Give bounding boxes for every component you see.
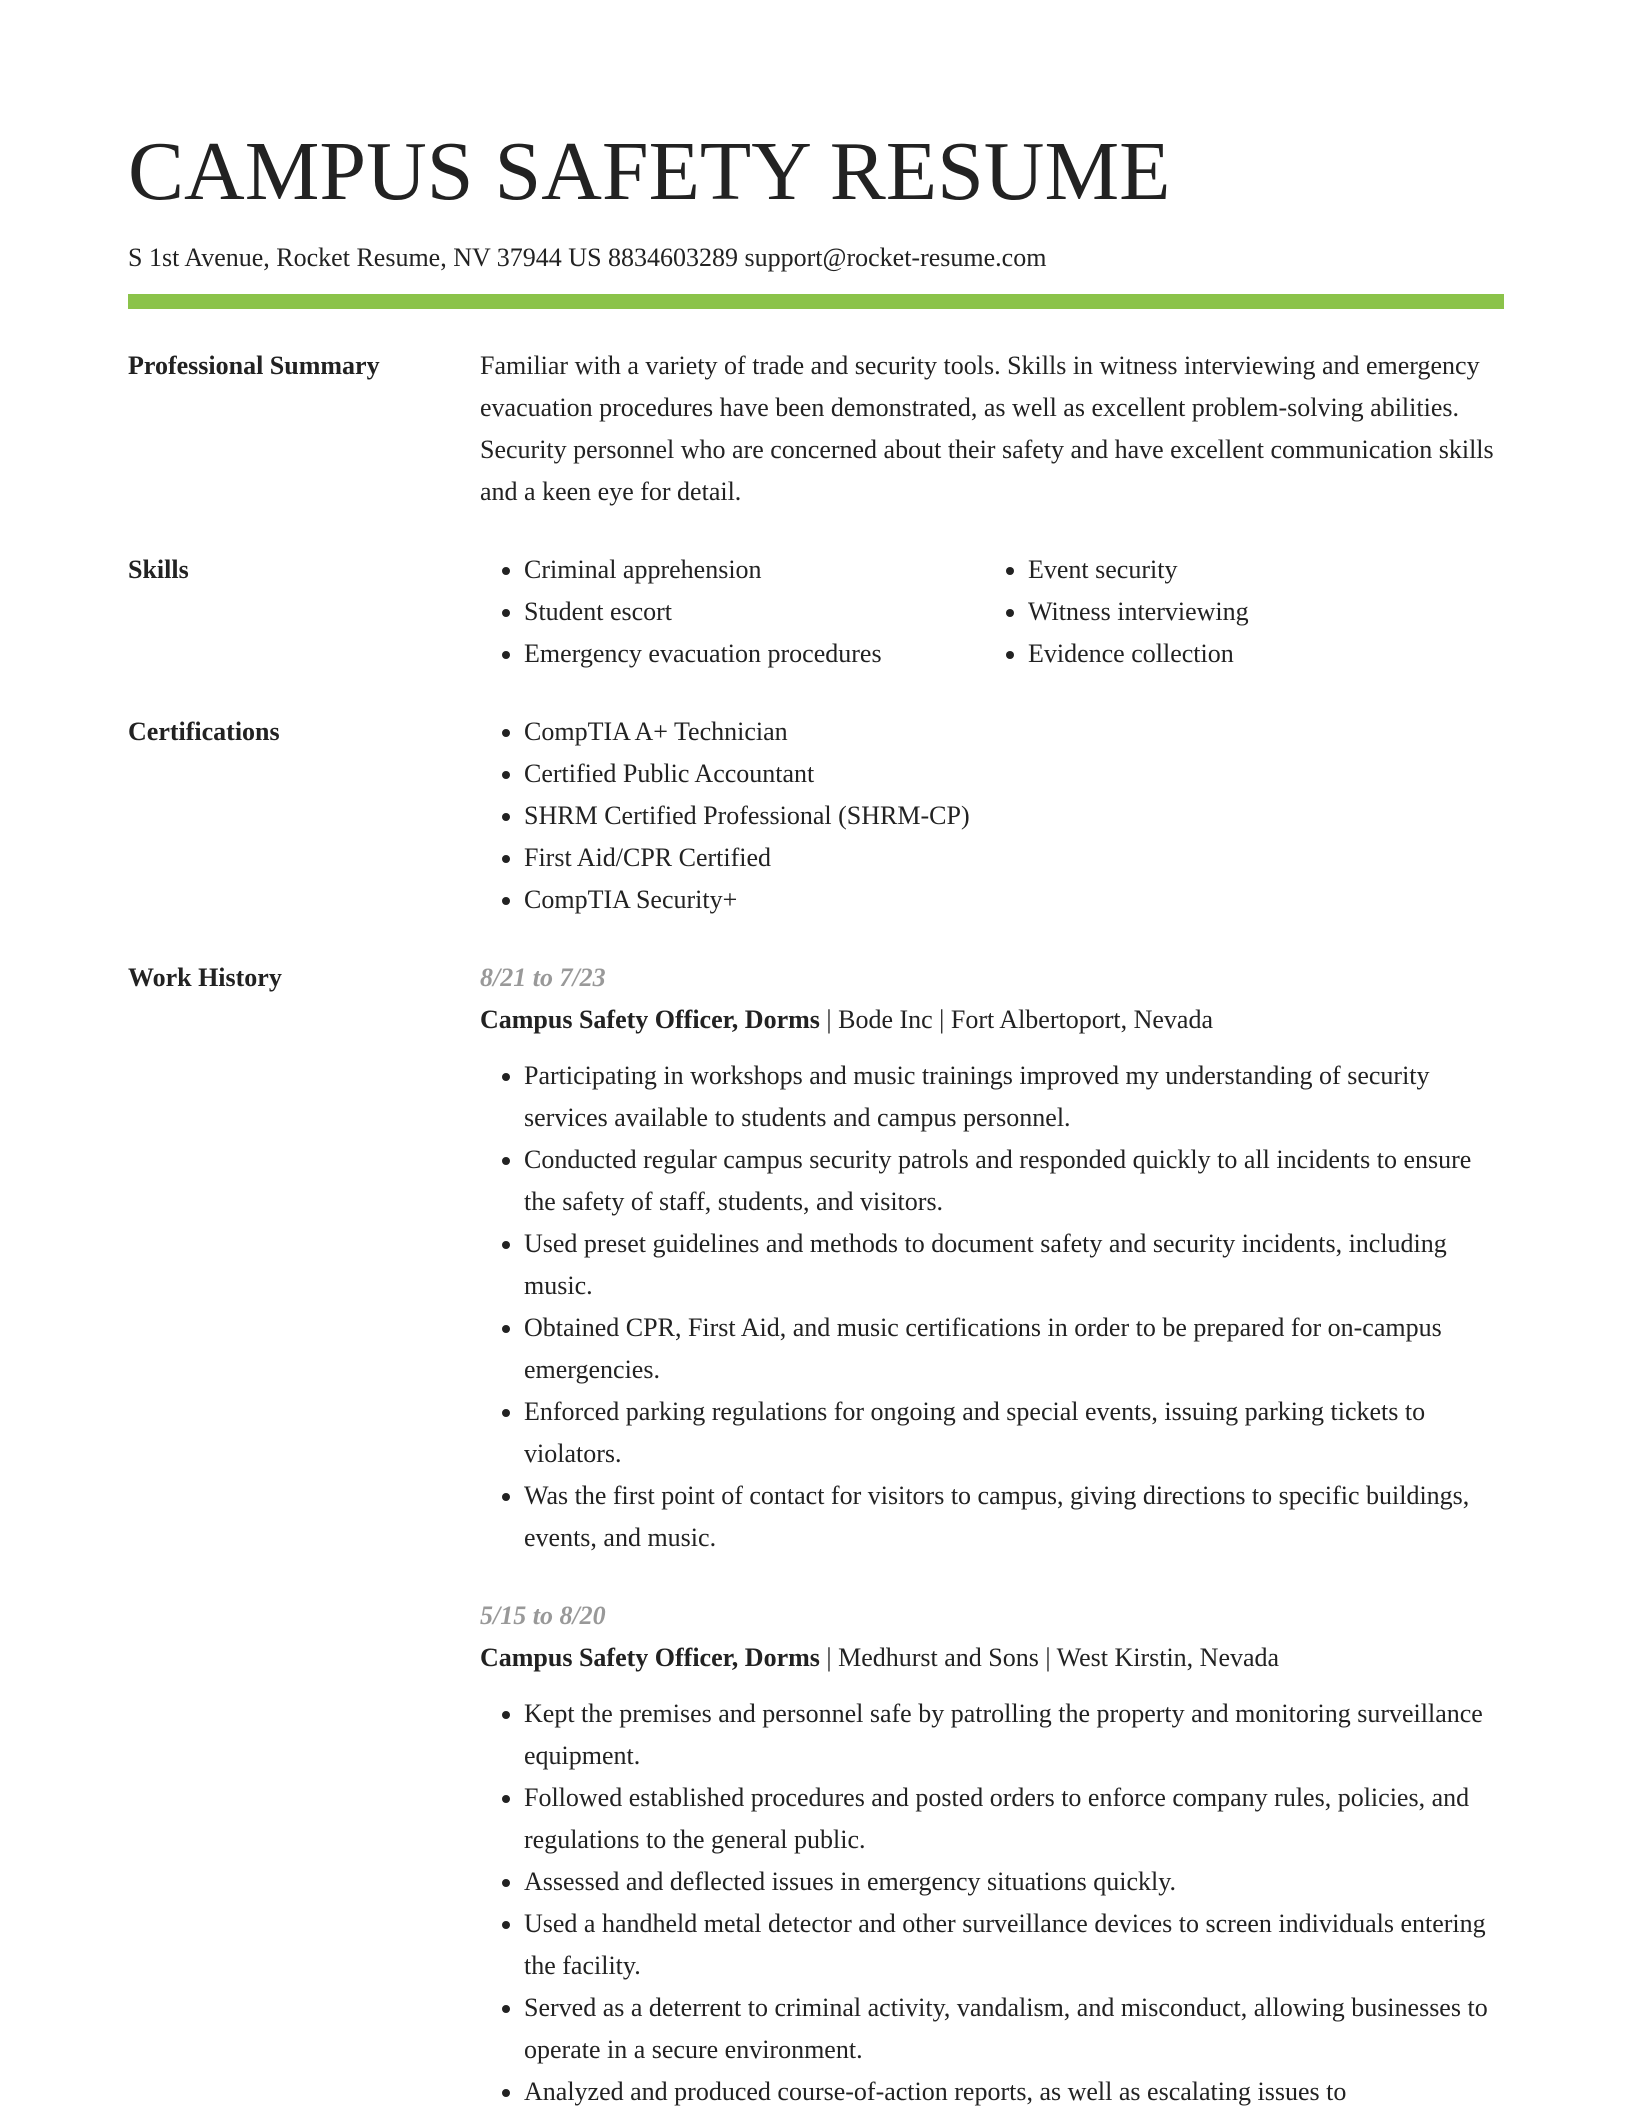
skills-list-column-2 [984, 549, 1488, 675]
certification-item: • SHRM Certified Professional (SHRM-CP) [524, 795, 1504, 837]
work-history-content [480, 957, 1504, 2113]
job-bullets [480, 1055, 1504, 1559]
professional-summary-section [128, 345, 1504, 513]
resume-title: CAMPUS SAFETY RESUME [128, 125, 1171, 218]
job-bullet: • Obtained CPR, First Aid, and music certifications in order to be prepared for on-campus emergencies. [524, 1307, 1504, 1391]
job-role: Campus Safety Officer, Dorms [480, 1643, 820, 1672]
work-history-section [128, 957, 1504, 2113]
job-bullet: • Used preset guidelines and methods to document safety and security incidents, including music. [524, 1223, 1504, 1307]
job-entry [480, 1595, 1504, 2113]
certifications-content [480, 711, 1504, 921]
job-bullet: • Assessed and deflected issues in emergency situations quickly. [524, 1861, 1504, 1903]
skill-item: • Student escort [524, 591, 984, 633]
certification-item: • CompTIA A+ Technician [524, 711, 1504, 753]
resume-page [128, 116, 1504, 2113]
certification-item: • CompTIA Security+ [524, 879, 1504, 921]
skills-list-column-1 [480, 549, 984, 675]
job-bullet: • Served as a deterrent to criminal activity, vandalism, and misconduct, allowing businesses to operate in a secure environment. [524, 1987, 1504, 2071]
job-bullet: • Used a handheld metal detector and other surveillance devices to screen individuals entering the facility. [524, 1903, 1504, 1987]
certification-item: • First Aid/CPR Certified [524, 837, 1504, 879]
job-bullet: • Analyzed and produced course-of-action reports, as well as escalating issues to [524, 2071, 1504, 2113]
job-company-location: | Bode Inc | Fort Albertoport, Nevada [819, 1005, 1213, 1034]
skill-item: • Witness interviewing [1028, 591, 1488, 633]
job-bullet: • Followed established procedures and posted orders to enforce company rules, policies, and regulations to the general public. [524, 1777, 1504, 1861]
certifications-list [480, 711, 1504, 921]
skills-content [480, 549, 1504, 675]
job-bullets [480, 1693, 1504, 2113]
job-bullet: • Kept the premises and personnel safe by patrolling the property and monitoring surveillance equipment. [524, 1693, 1504, 1777]
job-title-line [480, 1637, 1504, 1679]
section-label-summary: Professional Summary [128, 351, 380, 380]
job-entry [480, 957, 1504, 1559]
summary-content [480, 345, 1504, 513]
job-company-location: | Medhurst and Sons | West Kirstin, Nevada [819, 1643, 1280, 1672]
job-dates: 5/15 to 8/20 [480, 1601, 606, 1630]
job-bullet: • Enforced parking regulations for ongoing and special events, issuing parking tickets to violators. [524, 1391, 1504, 1475]
section-label-certifications: Certifications [128, 717, 280, 746]
summary-text: Familiar with a variety of trade and security tools. Skills in witness interviewing and emergency evacuation procedures have been demonstrated, as well as excellent problem-solving abilities. Security personnel who are concerned about their safety and have excellent communication skills and a keen eye for detail. [480, 351, 1494, 506]
job-bullet: • Conducted regular campus security patrols and responded quickly to all incidents to ensure the safety of staff, students, and visitors. [524, 1139, 1504, 1223]
skill-item: • Event security [1028, 549, 1488, 591]
section-label-skills: Skills [128, 555, 189, 584]
job-dates: 8/21 to 7/23 [480, 963, 606, 992]
skill-item: • Criminal apprehension [524, 549, 984, 591]
job-role: Campus Safety Officer, Dorms [480, 1005, 820, 1034]
job-bullet: • Participating in workshops and music trainings improved my understanding of security services available to students and campus personnel. [524, 1055, 1504, 1139]
job-title-line [480, 999, 1504, 1041]
certifications-section [128, 711, 1504, 921]
contact-line: S 1st Avenue, Rocket Resume, NV 37944 US 8834603289 support@rocket-resume.com [128, 243, 1047, 272]
skill-item: • Evidence collection [1028, 633, 1488, 675]
job-bullet: • Was the first point of contact for visitors to campus, giving directions to specific buildings, events, and music. [524, 1475, 1504, 1559]
accent-divider [128, 294, 1504, 309]
skill-item: • Emergency evacuation procedures [524, 633, 984, 675]
certification-item: • Certified Public Accountant [524, 753, 1504, 795]
section-label-work-history: Work History [128, 963, 282, 992]
skills-section [128, 549, 1504, 675]
